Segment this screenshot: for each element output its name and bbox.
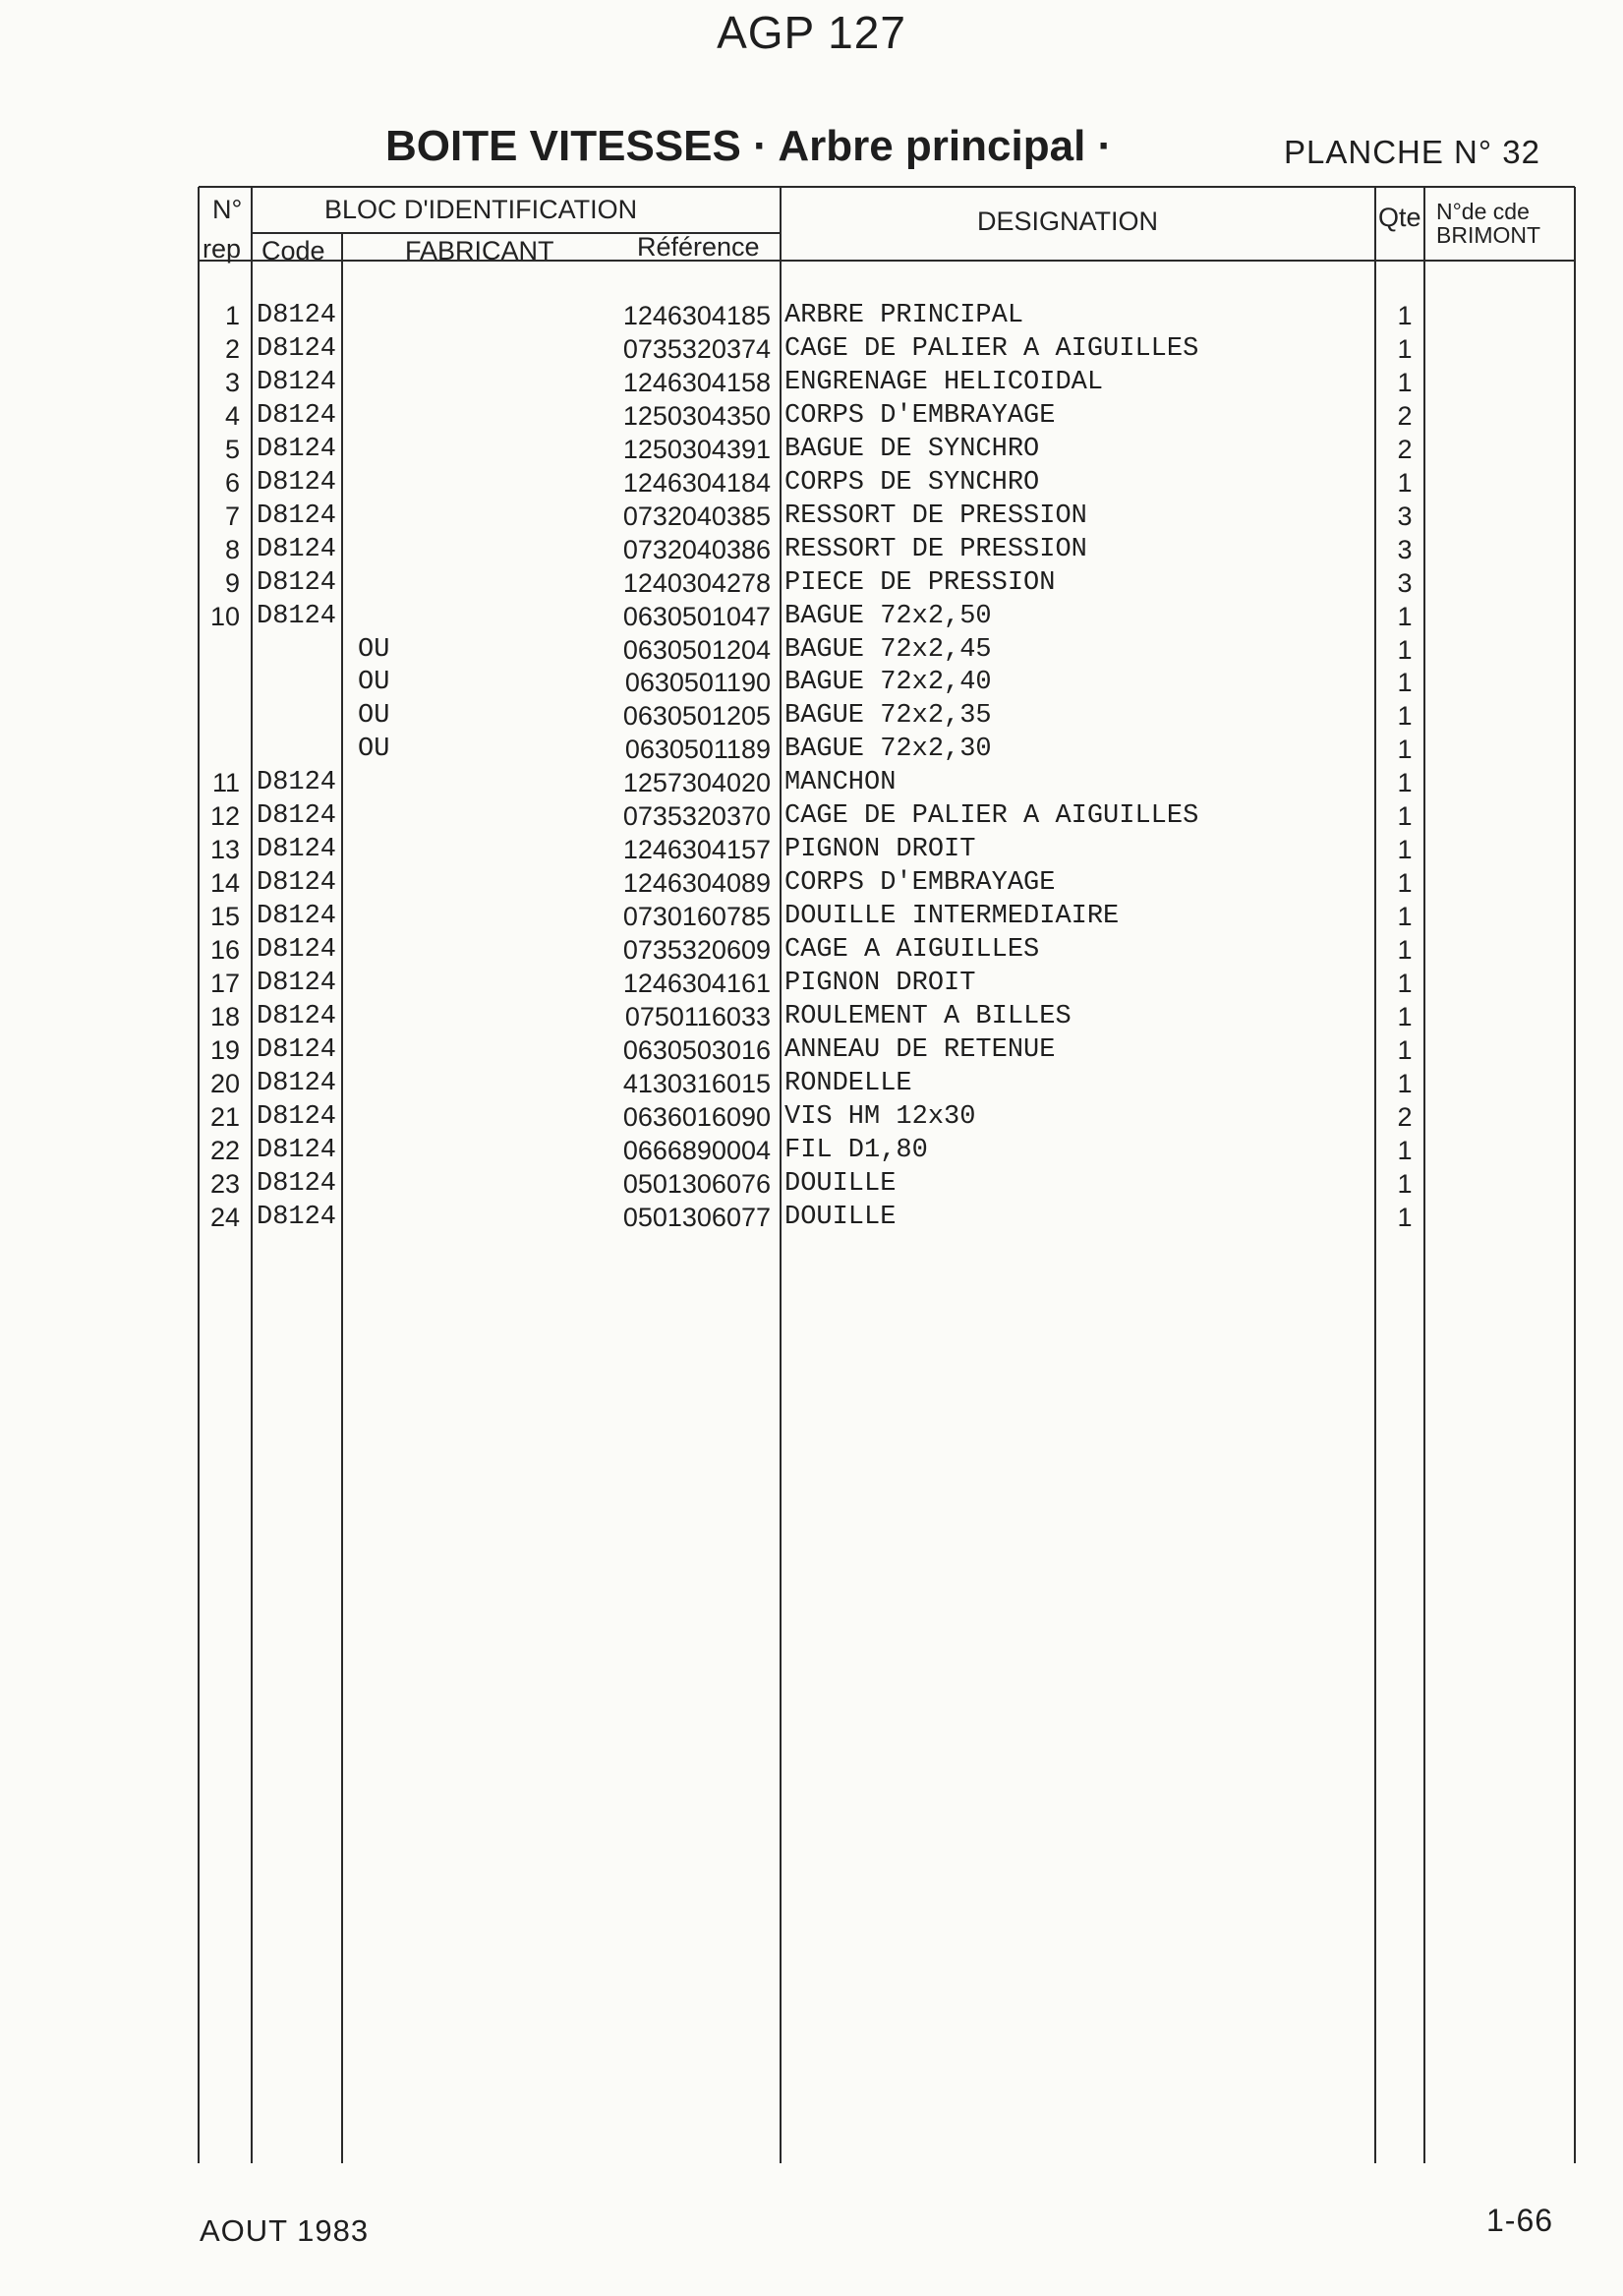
cell-code: D8124 [257, 501, 337, 531]
cell-qte: 1 [1397, 1035, 1413, 1065]
cell-code: D8124 [257, 1136, 337, 1165]
cell-qte: 1 [1397, 334, 1413, 364]
cell-designation: RESSORT DE PRESSION [784, 501, 1087, 531]
cell-designation: CORPS D'EMBRAYAGE [784, 401, 1056, 431]
cell-reference: 1246304184 [622, 468, 771, 498]
cell-rep: 17 [209, 969, 240, 998]
cell-rep: 13 [209, 835, 240, 864]
table-row [0, 401, 1623, 435]
cell-designation: BAGUE 72x2,50 [784, 602, 992, 631]
document-code: AGP 127 [717, 7, 906, 58]
cell-reference: 1257304020 [622, 768, 771, 797]
cell-reference: 0501306076 [622, 1169, 771, 1199]
cell-reference: 0630501190 [624, 668, 771, 697]
cell-code: D8124 [257, 368, 337, 397]
cell-code: D8124 [257, 401, 337, 431]
cell-qte: 1 [1397, 368, 1413, 397]
cell-rep: 1 [224, 301, 240, 330]
cell-designation: CAGE A AIGUILLES [784, 935, 1040, 965]
table-row [0, 868, 1623, 902]
table-row [0, 1002, 1623, 1035]
cell-qte: 3 [1397, 568, 1413, 598]
cell-reference: 0630501205 [622, 701, 771, 731]
table-row [0, 902, 1623, 935]
cell-code: D8124 [257, 435, 337, 464]
cell-reference: 0732040386 [622, 535, 771, 564]
cell-qte: 1 [1397, 1136, 1413, 1165]
table-row [0, 935, 1623, 969]
cell-code: D8124 [257, 1035, 337, 1065]
cell-reference: 0630501204 [622, 635, 771, 665]
cell-designation: RONDELLE [784, 1069, 912, 1098]
cell-designation: BAGUE 72x2,40 [784, 668, 992, 697]
footer-date: AOUT 1983 [200, 2213, 370, 2248]
table-row [0, 535, 1623, 568]
cell-qte: 1 [1397, 768, 1413, 797]
cell-designation: DOUILLE INTERMEDIAIRE [784, 902, 1120, 931]
cell-rep: 8 [224, 535, 240, 564]
cell-qte: 3 [1397, 535, 1413, 564]
table-row [0, 1035, 1623, 1069]
cell-rep: 21 [209, 1102, 240, 1132]
cell-reference: 0630501189 [624, 735, 771, 764]
cell-reference: 1246304158 [622, 368, 771, 397]
cell-rep: 23 [209, 1169, 240, 1199]
cell-designation: CORPS D'EMBRAYAGE [784, 868, 1056, 898]
cell-reference: 0735320370 [622, 801, 771, 831]
cell-code: D8124 [257, 1069, 337, 1098]
cell-designation: ARBRE PRINCIPAL [784, 301, 1024, 330]
cell-rep: 9 [224, 568, 240, 598]
cell-reference: 0732040385 [622, 501, 771, 531]
cell-designation: VIS HM 12x30 [784, 1102, 976, 1132]
table-row [0, 969, 1623, 1002]
cell-rep: 18 [209, 1002, 240, 1031]
header-designation: DESIGNATION [977, 206, 1159, 236]
header-reference: Référence [637, 232, 760, 262]
cell-designation: PIGNON DROIT [784, 969, 976, 998]
cell-code: D8124 [257, 768, 337, 797]
cell-qte: 1 [1397, 668, 1413, 697]
cell-rep: 19 [209, 1035, 240, 1065]
cell-code: D8124 [257, 969, 337, 998]
table-row [0, 801, 1623, 835]
table-row [0, 602, 1623, 635]
cell-designation: PIGNON DROIT [784, 835, 976, 864]
cell-code: D8124 [257, 535, 337, 564]
cell-reference: 1250304350 [622, 401, 771, 431]
cell-code: D8124 [257, 334, 337, 364]
cell-code: D8124 [257, 801, 337, 831]
cell-qte: 1 [1397, 835, 1413, 864]
cell-designation: BAGUE DE SYNCHRO [784, 435, 1040, 464]
cell-rep: 15 [209, 902, 240, 931]
cell-rep: 5 [224, 435, 240, 464]
cell-code: D8124 [257, 301, 337, 330]
cell-reference: 1246304157 [622, 835, 771, 864]
cell-designation: BAGUE 72x2,35 [784, 701, 992, 731]
header-rep-line1: N° [212, 195, 243, 224]
cell-designation: DOUILLE [784, 1203, 897, 1232]
cell-reference: 1246304089 [622, 868, 771, 898]
cell-rep: 2 [224, 334, 240, 364]
cell-designation: ROULEMENT A BILLES [784, 1002, 1072, 1031]
cell-fabricant: OU [358, 735, 390, 764]
cell-qte: 1 [1397, 1069, 1413, 1098]
cell-designation: ANNEAU DE RETENUE [784, 1035, 1056, 1065]
cell-reference: 0636016090 [622, 1102, 771, 1132]
table-row [0, 1169, 1623, 1203]
header-code: Code [261, 236, 325, 265]
table-row [0, 368, 1623, 401]
cell-reference: 0730160785 [622, 902, 771, 931]
cell-reference: 1250304391 [622, 435, 771, 464]
cell-qte: 1 [1397, 969, 1413, 998]
cell-designation: DOUILLE [784, 1169, 897, 1199]
cell-fabricant: OU [358, 701, 390, 731]
planche-number: PLANCHE N° 32 [1284, 134, 1540, 170]
header-cde-line2: BRIMONT [1436, 222, 1541, 248]
page-number: 1-66 [1486, 2203, 1554, 2238]
cell-qte: 1 [1397, 635, 1413, 665]
cell-reference: 0630501047 [622, 602, 771, 631]
cell-qte: 1 [1397, 1002, 1413, 1031]
header-qte: Qte [1378, 203, 1421, 232]
cell-rep: 12 [209, 801, 240, 831]
cell-qte: 2 [1397, 1102, 1413, 1132]
cell-qte: 1 [1397, 735, 1413, 764]
cell-qte: 1 [1397, 1203, 1413, 1232]
cell-qte: 3 [1397, 501, 1413, 531]
table-row [0, 768, 1623, 801]
cell-qte: 1 [1397, 1169, 1413, 1199]
cell-code: D8124 [257, 1102, 337, 1132]
cell-designation: MANCHON [784, 768, 897, 797]
table-row [0, 468, 1623, 501]
cell-reference: 0750116033 [624, 1002, 771, 1031]
cell-rep: 7 [224, 501, 240, 531]
table-row [0, 1136, 1623, 1169]
table-row [0, 1102, 1623, 1136]
cell-code: D8124 [257, 935, 337, 965]
cell-reference: 0501306077 [622, 1203, 771, 1232]
cell-designation: CAGE DE PALIER A AIGUILLES [784, 801, 1199, 831]
cell-reference: 1240304278 [622, 568, 771, 598]
cell-rep: 3 [224, 368, 240, 397]
table-row [0, 735, 1623, 768]
cell-qte: 1 [1397, 801, 1413, 831]
cell-rep: 22 [209, 1136, 240, 1165]
cell-qte: 1 [1397, 701, 1413, 731]
cell-qte: 1 [1397, 301, 1413, 330]
cell-designation: CAGE DE PALIER A AIGUILLES [784, 334, 1199, 364]
cell-reference: 1246304161 [622, 969, 771, 998]
cell-reference: 4130316015 [622, 1069, 771, 1098]
cell-qte: 2 [1397, 435, 1413, 464]
cell-reference: 0630503016 [622, 1035, 771, 1065]
cell-qte: 2 [1397, 401, 1413, 431]
table-row [0, 301, 1623, 334]
cell-code: D8124 [257, 468, 337, 498]
table-row [0, 635, 1623, 669]
cell-designation: PIECE DE PRESSION [784, 568, 1056, 598]
cell-code: D8124 [257, 1203, 337, 1232]
cell-designation: RESSORT DE PRESSION [784, 535, 1087, 564]
table-row [0, 701, 1623, 735]
table-row [0, 334, 1623, 368]
cell-qte: 1 [1397, 468, 1413, 498]
header-cde-line1: N°de cde [1436, 199, 1530, 224]
cell-reference: 0735320609 [622, 935, 771, 965]
cell-rep: 4 [224, 401, 240, 431]
table-row [0, 1069, 1623, 1102]
cell-fabricant: OU [358, 635, 390, 665]
cell-code: D8124 [257, 835, 337, 864]
cell-designation: CORPS DE SYNCHRO [784, 468, 1040, 498]
header-fabricant: FABRICANT [405, 236, 554, 265]
page-title: BOITE VITESSES · Arbre principal · [385, 122, 1113, 170]
cell-designation: BAGUE 72x2,30 [784, 735, 992, 764]
cell-qte: 1 [1397, 602, 1413, 631]
cell-qte: 1 [1397, 868, 1413, 898]
cell-code: D8124 [257, 868, 337, 898]
table-row [0, 668, 1623, 701]
cell-qte: 1 [1397, 935, 1413, 965]
cell-rep: 11 [211, 768, 240, 797]
cell-reference: 1246304185 [622, 301, 771, 330]
cell-designation: ENGRENAGE HELICOIDAL [784, 368, 1104, 397]
table-row [0, 501, 1623, 535]
cell-code: D8124 [257, 902, 337, 931]
cell-designation: BAGUE 72x2,45 [784, 635, 992, 665]
header-bloc-identification: BLOC D'IDENTIFICATION [324, 195, 638, 224]
cell-rep: 14 [209, 868, 240, 898]
cell-rep: 24 [209, 1203, 240, 1232]
header-rep-line2: rep [203, 234, 242, 264]
cell-reference: 0735320374 [622, 334, 771, 364]
cell-rep: 16 [209, 935, 240, 965]
table-row [0, 835, 1623, 868]
cell-fabricant: OU [358, 668, 390, 697]
table-row [0, 435, 1623, 468]
cell-code: D8124 [257, 1002, 337, 1031]
cell-designation: FIL D1,80 [784, 1136, 928, 1165]
table-row [0, 568, 1623, 602]
table-row [0, 1203, 1623, 1236]
cell-code: D8124 [257, 1169, 337, 1199]
cell-code: D8124 [257, 602, 337, 631]
cell-qte: 1 [1397, 902, 1413, 931]
cell-code: D8124 [257, 568, 337, 598]
cell-rep: 20 [209, 1069, 240, 1098]
cell-rep: 6 [224, 468, 240, 498]
cell-reference: 0666890004 [622, 1136, 771, 1165]
cell-rep: 10 [209, 602, 240, 631]
